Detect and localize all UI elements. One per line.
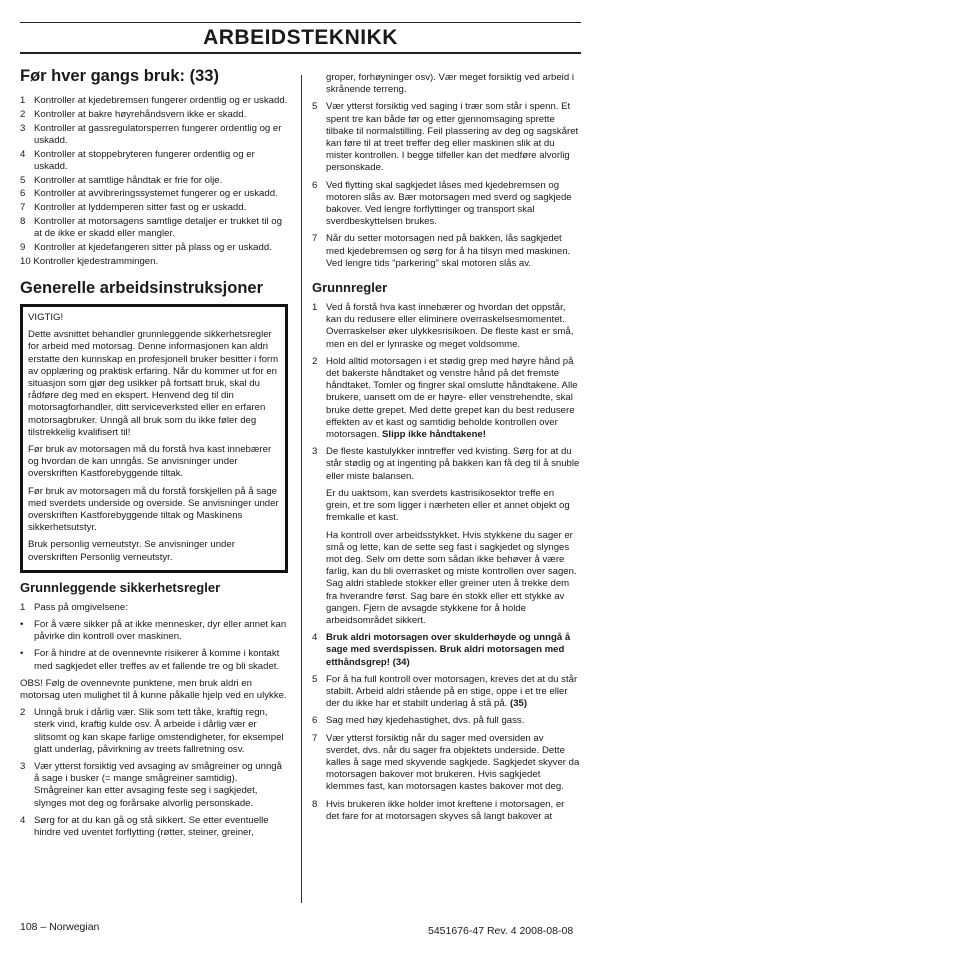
warning-paragraph: Bruk personlig verneutstyr. Se anvisninger under overskriften Personlig verneutstyr. <box>28 539 235 563</box>
safety-rules-list-cont <box>20 707 288 839</box>
right-column <box>312 72 580 825</box>
bullet-item: • For å hindre at de ovennevnte risikerer å komme i kontakt med sagkjedet eller treffes av et fallende tre og bli skadet. <box>20 648 280 672</box>
list-item: 1 Pass på omgivelsene: <box>20 601 128 613</box>
list-item: 4 Bruk aldri motorsagen over skulderhøyde og unngå å sage med sverdspissen. Bruk aldri motorsagen med etthåndsgrep! (34) <box>312 632 571 668</box>
obs-note: OBS! Følg de ovennevnte punktene, men bruk aldri en motorsag uten mulighet til å kunne påkalle hjelp ved en ulykke. <box>20 677 287 702</box>
list-item: 3 Kontroller at gassregulatorsperren fungerer ordentlig og er uskadd. <box>20 122 282 146</box>
list-item: 7 Kontroller at lyddemperen sitter fast og er uskadd. <box>20 202 247 214</box>
header-rule-top <box>20 22 581 23</box>
list-item: 1 Kontroller at kjedebremsen fungerer ordentlig og er uskadd. <box>20 95 288 106</box>
checklist <box>20 95 288 268</box>
list-item: 6 Sag med høy kjedehastighet, dvs. på full gass. <box>312 715 525 727</box>
list-item: 7 Vær ytterst forsiktig når du sager med oversiden av sverdet, dvs. når du sager fra objektets underside. Dette kalles å sage med skyvende sagkjede. Sagkjedet skyver da motorsagen bakover mot brukeren. Hvis sagkjedet klemmes fast, kan motorsagen kastes bakover mot deg. <box>312 732 580 793</box>
section-title-general-instructions: Generelle arbeidsinstruksjoner <box>20 278 264 297</box>
list-item: 2 Unngå bruk i dårlig vær. Slik som tett tåke, kraftig regn, sterk vind, kraftig kulde osv. Å arbeide i dårlig vær er slitsomt og kan skape farlige omstendigheter, for eksempel glatt underlag, påvirkning av treets fallretning osv. <box>20 707 284 755</box>
footer-doc-revision: 5451676-47 Rev. 4 2008-08-08 <box>428 925 574 937</box>
warning-paragraph: Før bruk av motorsagen må du forstå forskjellen på å sage med sverdets underside og overside. Se anvisninger under overskriften Kastforebyggende tiltak og Maskinens sikkerhetsutstyr. <box>28 485 279 534</box>
list-item: 10 Kontroller kjedestrammingen. <box>20 255 159 267</box>
section-title-basic-rules: Grunnregler <box>312 280 388 296</box>
footer-page-number: 108 – Norwegian <box>20 921 100 933</box>
list-item: 7 Når du setter motorsagen ned på bakken, lås sagkjedet med kjedebremsen og sørg for å ha tilsyn med maskinen. Ved lengre tids "parkering" skal motoren slås av. <box>312 233 571 269</box>
list-item: 6 Kontroller at avvibreringssystemet fungerer og er uskadd. <box>20 188 278 200</box>
safety-rules-list <box>20 602 288 673</box>
list-item: 8 Hvis brukeren ikke holder imot kreftene i motorsagen, er det fare for at motorsagen skyves så langt bakover at <box>312 798 565 822</box>
safety-rules-list-right <box>312 101 580 270</box>
column-divider <box>301 75 302 903</box>
warning-box <box>20 304 288 573</box>
left-column <box>20 66 288 841</box>
paragraph: Er du uaktsom, kan sverdets kastrisikosektor treffe en grein, et tre som ligger i nærheten eller et annet objekt og fremkalle et kast. <box>326 487 570 524</box>
warning-paragraph: Dette avsnittet behandler grunnleggende sikkerhetsregler for arbeid med motorsag. Denne informasjonen kan aldri erstatte den kunnskap en profesjonell bruker besitter i form av opplæring og praktisk erfaring. Når du kommer ut for en situasjon som gjør deg usikker på fortsatt bruk, skal du rådføre deg med en ekspert. Henvend deg til din motorsagforhandler, ditt serviceverksted eller en erfaren motorsagbruker. Unngå all bruk som du ikke føler deg tilstrekkelig kvalifisert til! <box>28 329 279 438</box>
list-item: 4 Kontroller at stoppebryteren fungerer ordentlig og er uskadd. <box>20 148 255 172</box>
list-item: 5 Kontroller at samtlige håndtak er frie for olje. <box>20 174 223 186</box>
list-item: 5 Vær ytterst forsiktig ved saging i trær som står i spenn. Et spent tre kan både før og etter gjennomsaging sprette tilbake til normalstilling. Feil plassering av deg og sagskåret kan føre til at treet treffer deg eller maskinen slik at du mister kontrollen. I begge tilfeller kan det medføre alvorlig personskade. <box>312 101 579 174</box>
warning-paragraph: Før bruk av motorsagen må du forstå hva kast innebærer og hvordan de kan unngås. Se anvisninger under overskriften Kastforebyggende tiltak. <box>28 444 272 480</box>
list-item: 8 Kontroller at motorsagens samtlige detaljer er trukket til og at de ikke er skadd eller mangler. <box>20 215 282 240</box>
list-item: 3 Vær ytterst forsiktig ved avsaging av smågreiner og unngå å sage i busker (= mange smågreiner samtidig). Smågreiner kan etter avsaging feste seg i sagkjedet, slynges mot deg og forårsake alvorlig personskade. <box>20 761 282 809</box>
list-item: 9 Kontroller at kjedefangeren sitter på plass og er uskadd. <box>20 241 272 253</box>
list-item: 3 De fleste kastulykker inntreffer ved kvisting. Sørg for at du står stødig og at ingenting på bakken kan få deg til å snuble eller miste balansen. <box>312 446 580 482</box>
bullet-item: • For å være sikker på at ikke mennesker, dyr eller annet kan påvirke din kontroll over maskinen. <box>20 619 287 643</box>
list-item: 2 Kontroller at bakre høyrehåndsvern ikke er skadd. <box>20 108 247 120</box>
basic-rules-list-cont <box>312 632 580 823</box>
header-rule-bottom <box>20 52 581 54</box>
continued-item: groper, forhøyninger osv). Vær meget forsiktig ved arbeid i skrånende terreng. <box>326 72 574 96</box>
section-title-before-each-use: Før hver gangs bruk: (33) <box>20 67 219 85</box>
warning-label: VIGTIG! <box>28 311 64 323</box>
list-item: 2 Hold alltid motorsagen i et stødig grep med høyre hånd på det bakerste håndtaket og venstre hånd på det fremste håndtaket. Tomler og fingrer skal omslutte håndtakene. Alle brukere, uansett om de er høyre- eller venstrehendte, skal bruke dette grepet. Med dette grepet kan du best redusere effekten av et kast og samtidig beholde kontrollen over motorsagen. Slipp ikke håndtakene! <box>312 355 578 441</box>
section-title-basic-safety-rules: Grunnleggende sikkerhetsregler <box>20 579 221 595</box>
list-item: 5 For å ha full kontroll over motorsagen, kreves det at du står stabilt. Arbeid aldri stående på en stige, oppe i et tre eller der du ikke har et stabilt underlag å stå på. (35) <box>312 673 578 710</box>
page-title: ARBEIDSTEKNIKK <box>203 26 398 49</box>
paragraph: Ha kontroll over arbeidsstykket. Hvis stykkene du sager er små og lette, kan de sette seg fast i sagkjedet og slynges mot deg. Selv om dette som sådan ikke behøver å være farlig, kan du bli overrasket og miste kontrollen over sagen. Sag aldri stablede stokker eller greiner uten å trekke dem fra hverandre først. Sag bare én stokk eller ett stykke av gangen. Fjern de avsagde stykkene for å holde arbeidsområdet sikkert. <box>326 529 577 626</box>
list-item: 4 Sørg for at du kan gå og stå sikkert. Se etter eventuelle hindre ved uventet forflytting (røtter, steiner, greiner, <box>20 814 269 839</box>
list-item: 1 Ved å forstå hva kast innebærer og hvordan det oppstår, kan du redusere eller eliminere overraskelsesmomentet. Overraskelser øker ulykkesrisikoen. De fleste kast er små, men en del er lynraske og meget voldsomme. <box>312 302 574 350</box>
basic-rules-list <box>312 302 580 483</box>
list-item: 6 Ved flytting skal sagkjedet låses med kjedebremsen og motoren slås av. Bær motorsagen med sverd og sagkjede bakover. Ved lengre forflyttinger og transport skal sverdbeskyttelsen brukes. <box>312 179 572 228</box>
